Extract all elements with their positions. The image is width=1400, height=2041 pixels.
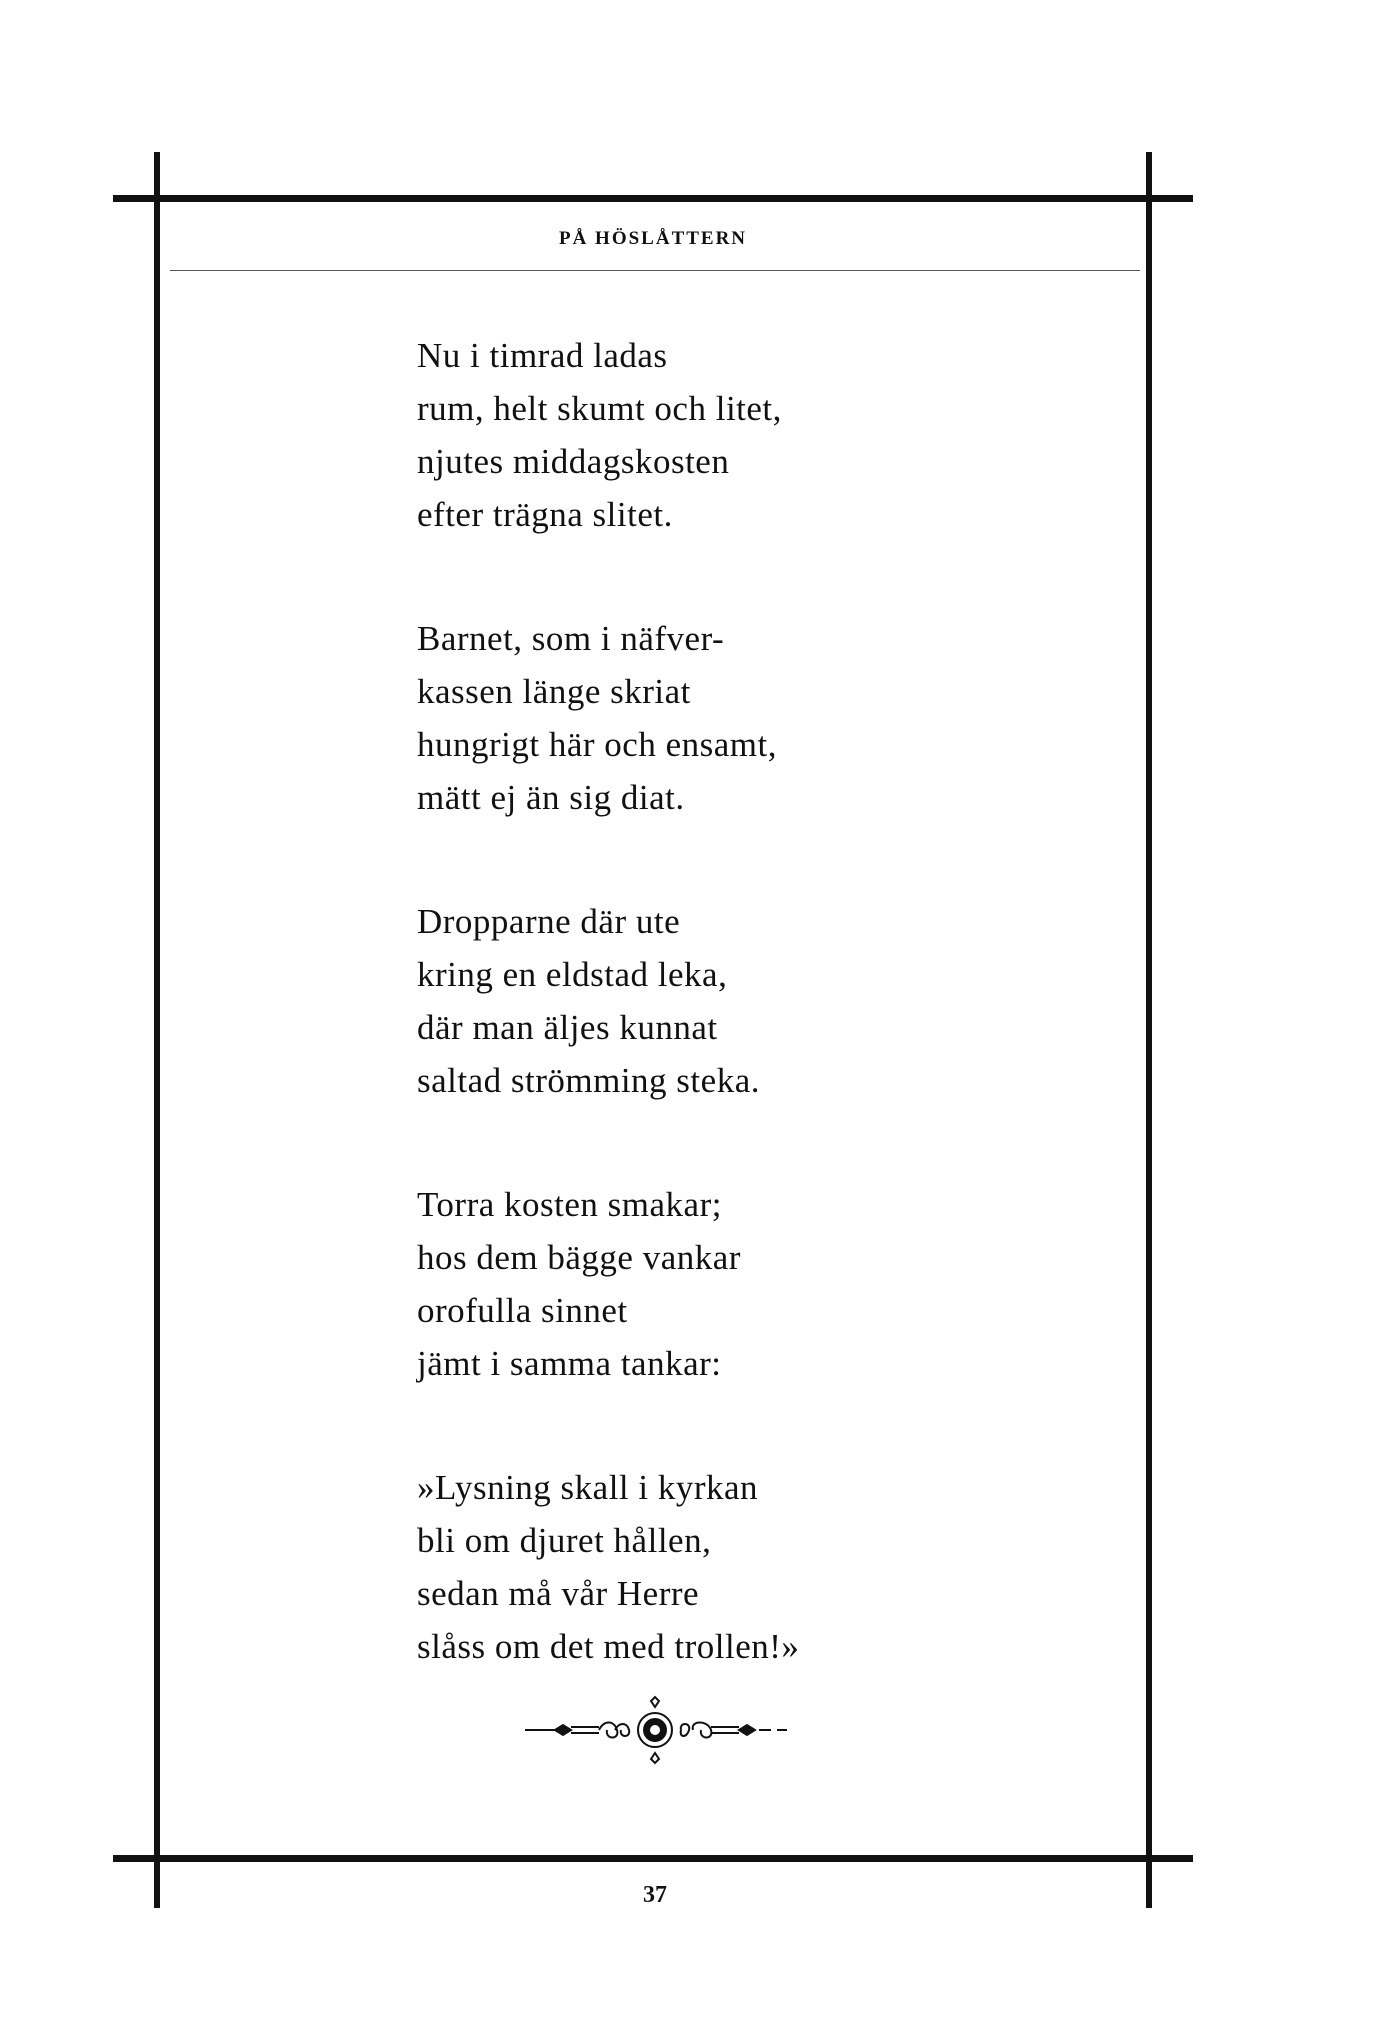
poem-line: njutes middagskosten (417, 442, 730, 481)
poem (417, 329, 1117, 1744)
stanza (417, 612, 1117, 824)
stanza (417, 895, 1117, 1107)
poem-line: Torra kosten smakar; (417, 1185, 722, 1224)
poem-line: »Lysning skall i kyrkan (417, 1468, 759, 1507)
poem-line: hos dem bägge vankar (417, 1238, 741, 1277)
frame-rule-right (1146, 152, 1152, 1908)
frame-rule-top (113, 195, 1193, 202)
stanza (417, 1178, 1117, 1390)
running-head: PÅ HÖSLÅTTERN (558, 228, 748, 249)
poem-line: efter trägna slitet. (417, 495, 673, 534)
poem-line: Barnet, som i näfver- (417, 619, 725, 658)
stanza (417, 1461, 1117, 1673)
frame-rule-bottom (113, 1855, 1193, 1862)
page-number: 37 (643, 1882, 667, 1908)
poem-line: Nu i timrad ladas (417, 336, 668, 375)
poem-line: där man äljes kunnat (417, 1008, 718, 1047)
poem-line: Dropparne där ute (417, 902, 681, 941)
poem-line: rum, helt skumt och litet, (417, 389, 782, 428)
header-divider (170, 270, 1140, 271)
frame-rule-left (154, 152, 160, 1908)
poem-line: mätt ej än sig diat. (417, 778, 685, 817)
poem-line: sedan må vår Herre (417, 1574, 700, 1613)
poem-line: orofulla sinnet (417, 1291, 628, 1330)
poem-line: jämt i samma tankar: (417, 1344, 722, 1383)
poem-line: slåss om det med trollen!» (417, 1627, 800, 1666)
stanza (417, 329, 1117, 541)
poem-line: bli om djuret hållen, (417, 1521, 712, 1560)
poem-line: saltad strömming steka. (417, 1061, 760, 1100)
poem-line: hungrigt här och ensamt, (417, 725, 777, 764)
poem-line: kassen länge skriat (417, 672, 691, 711)
tailpiece-ornament-icon (515, 1695, 795, 1765)
poem-line: kring en eldstad leka, (417, 955, 728, 994)
